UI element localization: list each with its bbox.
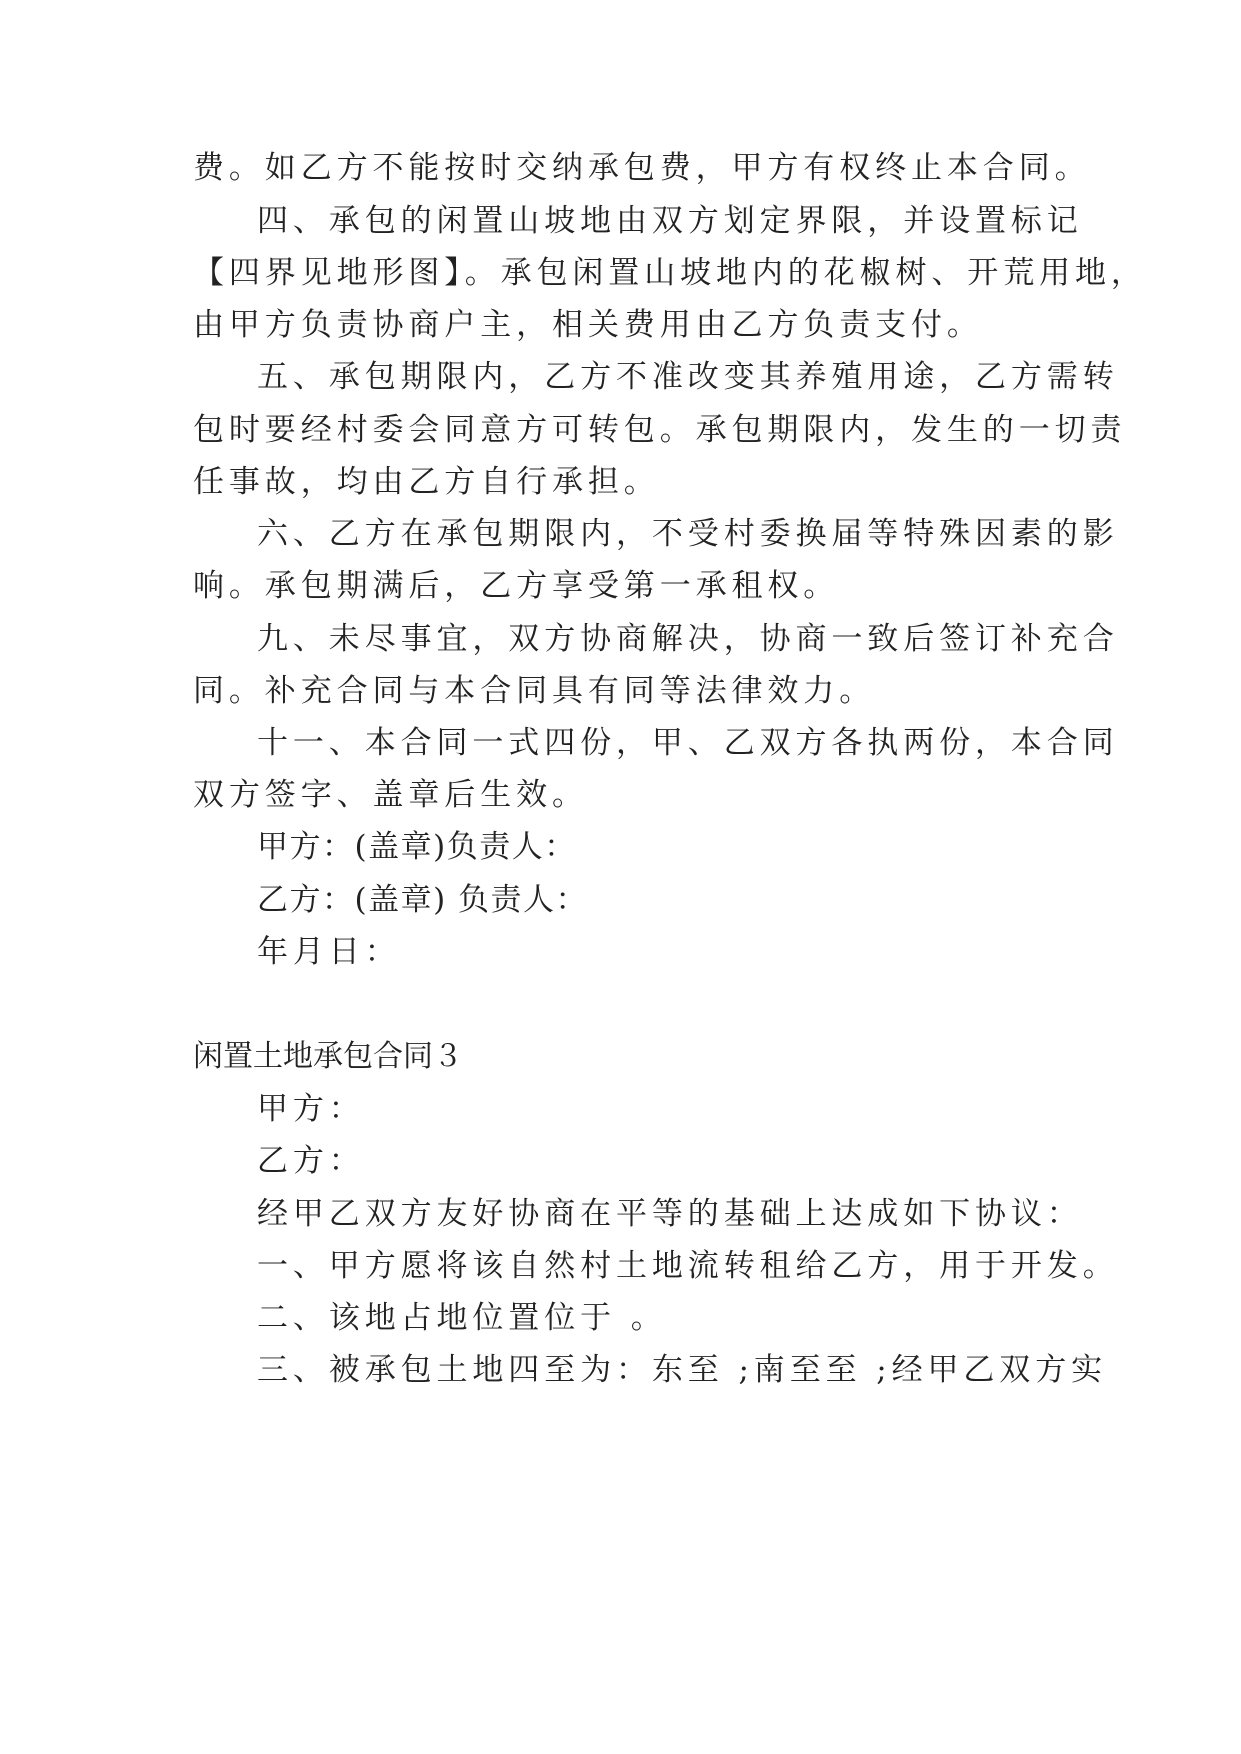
section-title: 闲置土地承包合同３ bbox=[193, 1039, 463, 1074]
clause-five-line: 五、承包期限内，乙方不准改变其养殖用途，乙方需转 bbox=[257, 359, 1119, 395]
paragraph-line: 包时要经村委会同意方可转包。承包期限内，发生的一切责 bbox=[193, 412, 1127, 448]
paragraph-line: 双方签字、盖章后生效。 bbox=[193, 777, 588, 813]
party-a-signature-line: 甲方：(盖章)负责人： bbox=[257, 829, 577, 865]
paragraph-line: 响。承包期满后，乙方享受第一承租权。 bbox=[193, 568, 840, 604]
date-line: 年月日： bbox=[257, 934, 401, 970]
clause-four-line: 四、承包的闲置山坡地由双方划定界限，并设置标记 bbox=[257, 203, 1083, 239]
party-a-line: 甲方： bbox=[257, 1091, 365, 1127]
agreement-intro-line: 经甲乙双方友好协商在平等的基础上达成如下协议： bbox=[257, 1196, 1083, 1232]
paragraph-line: 费。如乙方不能按时交纳承包费，甲方有权终止本合同。 bbox=[193, 150, 1091, 186]
clause-six-line: 六、乙方在承包期限内，不受村委换届等特殊因素的影 bbox=[257, 516, 1119, 552]
clause-two-line: 二、该地占地位置位于 。 bbox=[257, 1300, 667, 1336]
clause-one-line: 一、甲方愿将该自然村土地流转租给乙方，用于开发。 bbox=[257, 1248, 1119, 1284]
party-b-line: 乙方： bbox=[257, 1143, 365, 1179]
party-b-signature-line: 乙方：(盖章) 负责人： bbox=[257, 882, 589, 918]
paragraph-line: 同。补充合同与本合同具有同等法律效力。 bbox=[193, 673, 876, 709]
clause-eleven-line: 十一、本合同一式四份，甲、乙双方各执两份，本合同 bbox=[257, 725, 1119, 761]
clause-nine-line: 九、未尽事宜，双方协商解决，协商一致后签订补充合 bbox=[257, 621, 1119, 657]
paragraph-line: 由甲方负责协商户主，相关费用由乙方负责支付。 bbox=[193, 307, 983, 343]
paragraph-line: 【四界见地形图】。承包闲置山坡地内的花椒树、开荒用地， bbox=[193, 255, 1147, 291]
paragraph-line: 任事故，均由乙方自行承担。 bbox=[193, 464, 660, 500]
clause-three-line: 三、被承包土地四至为：东至 ;南至至 ;经甲乙双方实 bbox=[257, 1352, 1107, 1388]
